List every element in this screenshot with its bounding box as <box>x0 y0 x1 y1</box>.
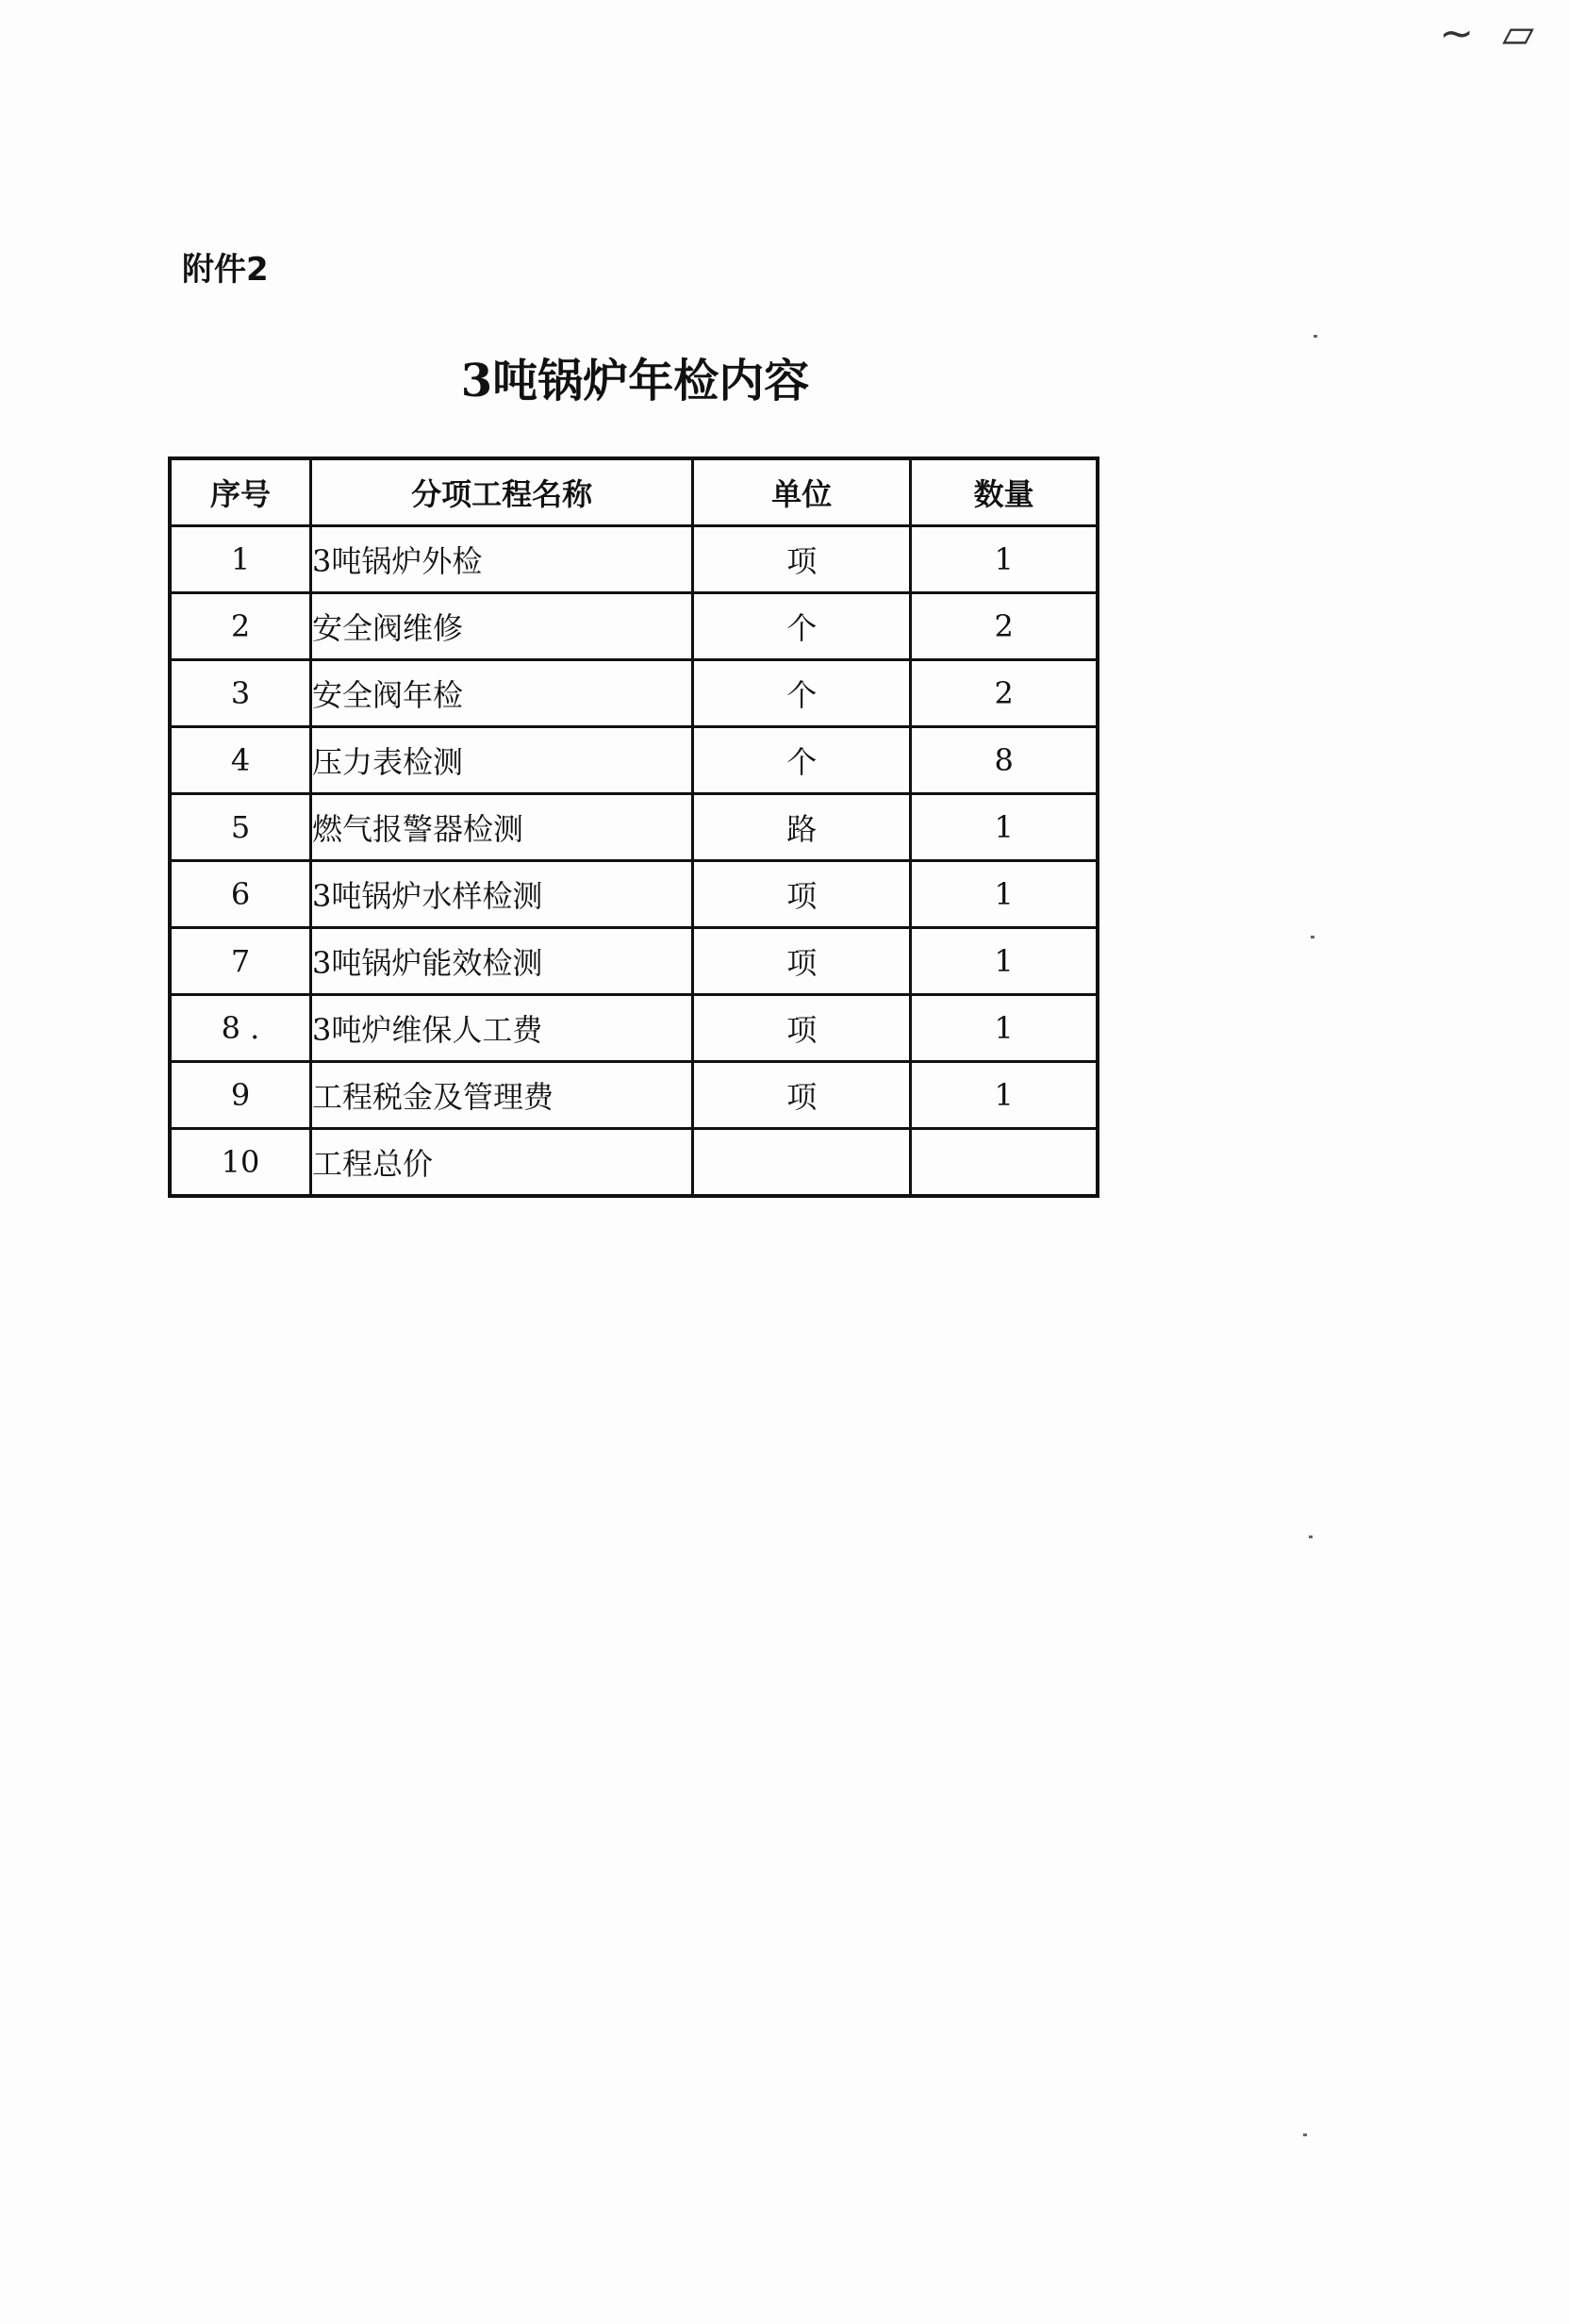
row-unit <box>693 1129 911 1197</box>
row-no: 6 <box>170 861 310 928</box>
corner-scan-mark: ~ ▱ <box>1439 9 1542 58</box>
header-name: 分项工程名称 <box>310 458 692 526</box>
row-name: 燃气报警器检测 <box>310 794 692 861</box>
table-row <box>170 928 1098 995</box>
row-no: 10 <box>170 1129 310 1197</box>
row-unit: 个 <box>693 727 911 794</box>
row-name: 安全阀年检 <box>310 660 692 727</box>
row-unit: 项 <box>693 928 911 995</box>
row-qty: 1 <box>911 861 1098 928</box>
row-name: 3吨锅炉水样检测 <box>310 861 692 928</box>
inspection-table <box>168 456 1099 1198</box>
table-row <box>170 995 1098 1062</box>
row-no: 4 <box>170 727 310 794</box>
row-no: 7 <box>170 928 310 995</box>
row-name: 3吨锅炉外检 <box>310 526 692 593</box>
row-name: 工程税金及管理费 <box>310 1062 692 1129</box>
table-header-row <box>170 458 1098 526</box>
table-row <box>170 1062 1098 1129</box>
row-name: 3吨锅炉能效检测 <box>310 928 692 995</box>
row-qty: 8 <box>911 727 1098 794</box>
row-name: 压力表检测 <box>310 727 692 794</box>
row-no: 9 <box>170 1062 310 1129</box>
row-unit: 项 <box>693 526 911 593</box>
row-qty: 1 <box>911 1062 1098 1129</box>
row-no: 3 <box>170 660 310 727</box>
row-qty: 2 <box>911 660 1098 727</box>
row-unit: 项 <box>693 861 911 928</box>
table-row <box>170 861 1098 928</box>
row-name: 工程总价 <box>310 1129 692 1197</box>
row-name: 3吨炉维保人工费 <box>310 995 692 1062</box>
table-row <box>170 1129 1098 1197</box>
attachment-label: 附件2 <box>182 251 269 289</box>
table-row <box>170 526 1098 593</box>
row-unit: 路 <box>693 794 911 861</box>
scan-speck <box>1303 2133 1307 2136</box>
row-no: 1 <box>170 526 310 593</box>
row-unit: 个 <box>693 660 911 727</box>
row-no: 5 <box>170 794 310 861</box>
table-row <box>170 794 1098 861</box>
row-qty: 2 <box>911 593 1098 660</box>
document-title: 3吨锅炉年检内容 <box>460 355 810 407</box>
row-unit: 项 <box>693 995 911 1062</box>
row-qty: 1 <box>911 526 1098 593</box>
row-no: 2 <box>170 593 310 660</box>
row-qty <box>911 1129 1098 1197</box>
table-row <box>170 660 1098 727</box>
row-qty: 1 <box>911 928 1098 995</box>
row-unit: 项 <box>693 1062 911 1129</box>
header-no: 序号 <box>170 458 310 526</box>
scan-speck <box>1309 1536 1313 1538</box>
row-no: 8 . <box>170 995 310 1062</box>
scan-speck <box>1311 936 1314 938</box>
table-row <box>170 727 1098 794</box>
row-qty: 1 <box>911 995 1098 1062</box>
row-name: 安全阀维修 <box>310 593 692 660</box>
row-unit: 个 <box>693 593 911 660</box>
scan-speck <box>1314 335 1317 338</box>
header-qty: 数量 <box>911 458 1098 526</box>
header-unit: 单位 <box>693 458 911 526</box>
table-row <box>170 593 1098 660</box>
row-qty: 1 <box>911 794 1098 861</box>
